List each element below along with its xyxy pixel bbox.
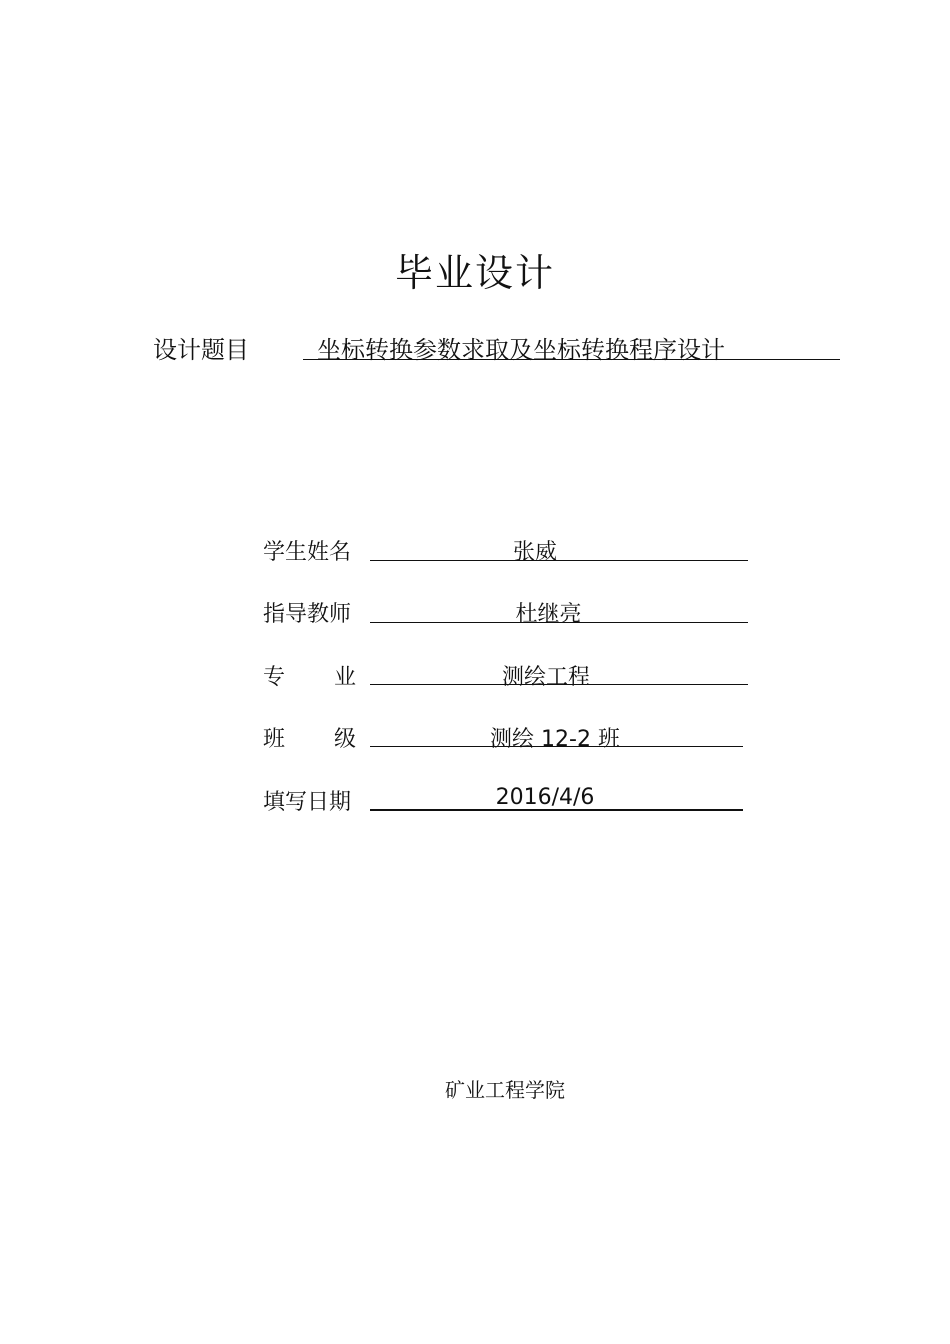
major-underline <box>370 684 748 685</box>
topic-label: 设计题目 <box>153 336 249 364</box>
student-name-label: 学生姓名 <box>263 540 352 565</box>
topic-value: 坐标转换参数求取及坐标转换程序设计 <box>317 336 725 364</box>
date-value: 2016/4/6 <box>495 785 595 810</box>
class-value: 测绘 12-2 班 <box>490 727 620 752</box>
major-value: 测绘工程 <box>501 665 590 690</box>
institution-name: 矿业工程学院 <box>445 1078 565 1102</box>
topic-underline <box>303 359 840 360</box>
date-label: 填写日期 <box>263 790 352 815</box>
date-underline <box>370 809 743 811</box>
major-label: 专 业 <box>263 665 356 690</box>
advisor-underline <box>370 622 748 623</box>
advisor-value: 杜继亮 <box>515 602 582 627</box>
student-name-value: 张威 <box>512 540 557 565</box>
document-title: 毕业设计 <box>394 251 555 295</box>
class-label: 班 级 <box>263 727 356 752</box>
advisor-label: 指导教师 <box>263 602 352 627</box>
student-name-underline <box>370 560 748 561</box>
class-underline <box>370 746 743 747</box>
